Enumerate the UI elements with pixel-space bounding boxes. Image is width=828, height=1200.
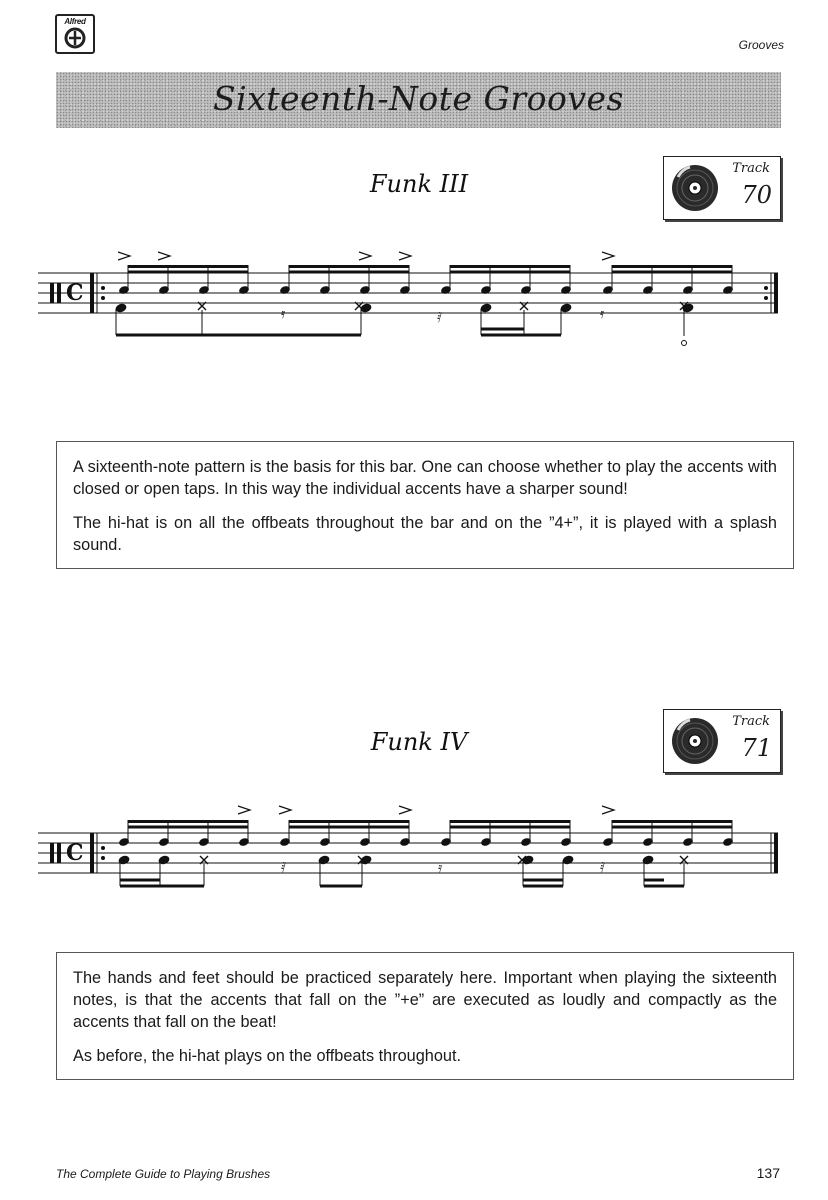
hand-notes — [118, 252, 734, 295]
track-number: 70 — [741, 181, 772, 209]
section-header: Grooves — [738, 38, 784, 52]
page-title: Sixteenth-Note Grooves — [212, 79, 624, 118]
foot-notes — [118, 855, 688, 886]
alfred-logo-icon — [55, 14, 95, 54]
drum-notation-funk-4 — [0, 800, 828, 920]
description-paragraph: The hi-hat is on all the offbeats throughout the bar and on the ”4+”, it is played with a splash sound. — [73, 514, 777, 554]
track-number: 71 — [741, 734, 772, 762]
accent-mark — [359, 252, 371, 260]
svg-text:𝅀: 𝅀 — [281, 860, 287, 876]
accent-mark — [238, 806, 250, 814]
svg-text:𝅀: 𝅀 — [600, 860, 606, 876]
svg-text:𝅀: 𝅀 — [437, 310, 443, 326]
svg-text:𝄿: 𝄿 — [281, 306, 286, 322]
groove-title-funk-4: Funk IV — [370, 728, 468, 756]
description-paragraph: As before, the hi-hat plays on the offbeats throughout. — [73, 1047, 461, 1065]
time-signature: C — [66, 280, 84, 306]
accent-mark — [602, 806, 614, 814]
groove-title-funk-3: Funk III — [369, 170, 469, 198]
logo-mark-icon — [60, 27, 90, 49]
logo-brand: Alfred — [64, 17, 86, 26]
accent-mark — [158, 252, 170, 260]
svg-text:𝄿: 𝄿 — [438, 860, 443, 876]
accent-mark — [399, 806, 411, 814]
foot-notes — [115, 302, 694, 346]
svg-text:𝄿: 𝄿 — [600, 306, 605, 322]
accent-mark — [279, 806, 291, 814]
title-banner — [56, 72, 781, 128]
description-box-funk-3 — [56, 441, 794, 569]
track-label: Track — [732, 161, 770, 176]
description-paragraph: The hands and feet should be practiced separately here. Important when playing the sixteenth notes, is that the accents that fall on the ”+e” are executed as loudly and compactly as the accents that fall on the beat! — [73, 969, 777, 1031]
track-badge-70 — [663, 156, 781, 220]
cd-icon — [670, 716, 720, 766]
description-paragraph: A sixteenth-note pattern is the basis for this bar. One can choose whether to play the accents with closed or open taps. In this way the individual accents have a sharper sound! — [73, 458, 777, 498]
hand-notes — [118, 806, 734, 847]
book-title: The Complete Guide to Playing Brushes — [56, 1167, 271, 1181]
accent-mark — [602, 252, 614, 260]
drum-notation-funk-3 — [0, 240, 828, 360]
time-signature: C — [66, 840, 84, 866]
cd-icon — [670, 163, 720, 213]
accent-mark — [399, 252, 411, 260]
accent-mark — [118, 252, 130, 260]
track-badge-71 — [663, 709, 781, 773]
track-label: Track — [732, 714, 770, 729]
page-number: 137 — [756, 1165, 780, 1181]
description-box-funk-4 — [56, 952, 794, 1080]
